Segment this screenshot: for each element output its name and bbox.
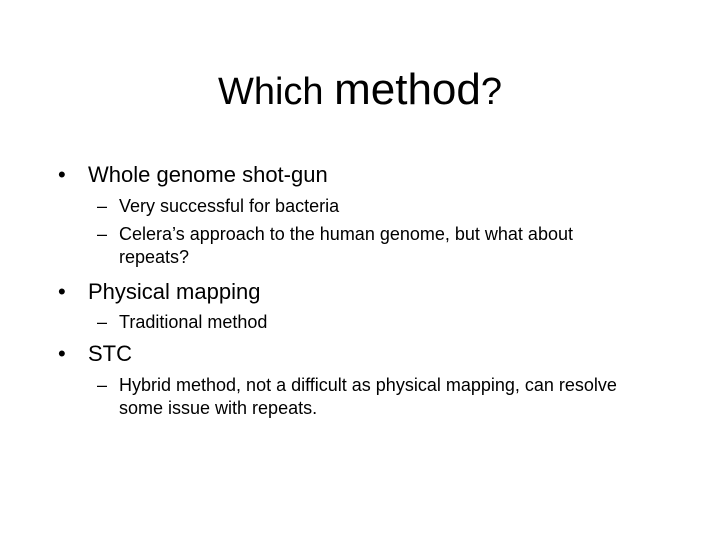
- subbullet-marker: –: [97, 312, 108, 332]
- subbullet-text: Celera’s approach to the human genome, but what about repeats?: [119, 224, 573, 267]
- bullet-marker: •: [58, 341, 66, 366]
- bullet-whole-genome-shotgun: [58, 162, 328, 188]
- subbullet-marker: –: [97, 196, 108, 216]
- subbullet-marker: –: [97, 375, 108, 395]
- title-word-method: method: [334, 65, 481, 114]
- bullet-marker: •: [58, 279, 66, 304]
- title-word-which: Which: [217, 71, 335, 113]
- slide-title: [0, 62, 720, 120]
- subbullet-successful-bacteria: [97, 195, 657, 218]
- bullet-text: STC: [88, 341, 132, 366]
- subbullet-text: Very successful for bacteria: [119, 196, 340, 216]
- subbullet-hybrid-method: [97, 374, 617, 420]
- subbullet-celera-approach: [97, 223, 637, 269]
- subbullet-traditional-method: [97, 311, 657, 334]
- bullet-text: Physical mapping: [88, 279, 261, 304]
- bullet-physical-mapping: [58, 279, 260, 305]
- title-question-mark: ?: [480, 71, 503, 113]
- subbullet-marker: –: [97, 224, 108, 244]
- subbullet-text: Traditional method: [119, 312, 268, 332]
- bullet-stc: [58, 341, 132, 367]
- subbullet-text: Hybrid method, not a difficult as physical mapping, can resolve some issue with repeats.: [119, 375, 617, 418]
- bullet-text: Whole genome shot-gun: [88, 162, 328, 187]
- bullet-marker: •: [58, 162, 66, 187]
